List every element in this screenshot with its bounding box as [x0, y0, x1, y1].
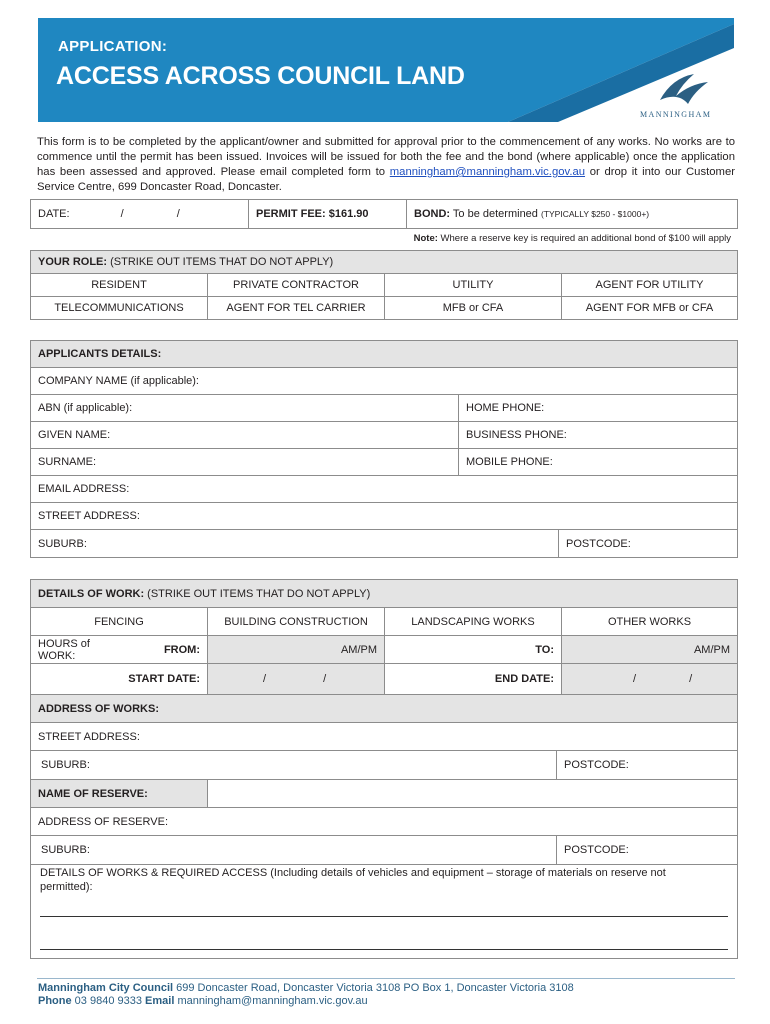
end-date-label: END DATE: — [385, 664, 562, 695]
works-postcode-field[interactable]: POSTCODE: — [564, 759, 629, 771]
bond-value: To be determined — [450, 208, 541, 220]
to-label: TO: — [485, 636, 562, 664]
home-phone-field[interactable]: HOME PHONE: — [459, 395, 738, 422]
email-field[interactable]: EMAIL ADDRESS: — [31, 476, 738, 503]
abn-field[interactable]: ABN (if applicable): — [31, 395, 459, 422]
council-email-link[interactable]: manningham@manningham.vic.gov.au — [389, 166, 586, 178]
role-option[interactable]: TELECOMMUNICATIONS — [31, 297, 208, 320]
note-text: Where a reserve key is required an additional bond of $100 will apply — [437, 233, 731, 244]
works-street-field[interactable]: STREET ADDRESS: — [31, 723, 738, 751]
hours-label: HOURS of WORK: — [31, 636, 131, 664]
note-label: Note: — [413, 233, 438, 244]
business-phone-field[interactable]: BUSINESS PHONE: — [459, 422, 738, 449]
fee-table — [30, 199, 738, 229]
work-type-option[interactable]: FENCING — [31, 608, 208, 636]
bond-cell — [407, 200, 738, 229]
mobile-phone-field[interactable]: MOBILE PHONE: — [459, 449, 738, 476]
from-time-field[interactable]: AM/PM — [208, 636, 385, 664]
footer-email-label: Email — [145, 995, 175, 1007]
reserve-address-field[interactable]: ADDRESS OF RESERVE: — [31, 808, 738, 836]
role-heading — [31, 251, 738, 274]
intro-paragraph — [37, 135, 735, 195]
details-line[interactable] — [40, 916, 728, 917]
manningham-logo-icon — [650, 70, 720, 110]
start-date-label: START DATE: — [31, 664, 208, 695]
bond-label: BOND: — [414, 208, 451, 220]
logo-wordmark: MANNINGHAM — [640, 110, 712, 119]
works-suburb-row — [31, 751, 738, 780]
end-date-field[interactable] — [562, 664, 738, 695]
manningham-logo — [640, 70, 730, 120]
applicant-table — [30, 340, 738, 558]
role-option[interactable]: AGENT FOR UTILITY — [562, 274, 738, 297]
details-border-bottom — [30, 958, 738, 959]
role-option[interactable]: AGENT FOR TEL CARRIER — [208, 297, 385, 320]
footer-rule — [37, 978, 735, 979]
bond-range: (TYPICALLY $250 - $1000+) — [540, 209, 650, 219]
details-border-right — [737, 863, 738, 958]
work-heading — [31, 580, 738, 608]
permit-fee: PERMIT FEE: $161.90 — [249, 200, 407, 229]
work-type-option[interactable]: OTHER WORKS — [562, 608, 738, 636]
from-label: FROM: — [131, 636, 208, 664]
date-slash: / — [263, 673, 267, 685]
work-type-option[interactable]: LANDSCAPING WORKS — [385, 608, 562, 636]
details-of-works-label: DETAILS OF WORKS & REQUIRED ACCESS (Including details of vehicles and equipment – storage of materials on reserve not permitted): — [40, 867, 666, 893]
intro-text-after: or drop it into our Customer Service Centre, 699 Doncaster Road, Doncaster. — [37, 166, 735, 193]
reserve-key-note — [30, 233, 731, 244]
work-heading-label: DETAILS OF WORK: — [38, 587, 145, 600]
reserve-suburb-row — [31, 836, 738, 865]
role-heading-label: YOUR ROLE: — [38, 256, 108, 268]
company-name-field[interactable]: COMPANY NAME (if applicable): — [31, 368, 738, 395]
role-option[interactable]: MFB or CFA — [385, 297, 562, 320]
role-option[interactable]: AGENT FOR MFB or CFA — [562, 297, 738, 320]
start-date-field[interactable] — [208, 664, 385, 695]
date-slash: / — [323, 673, 327, 685]
date-field[interactable] — [31, 200, 249, 229]
role-option[interactable]: UTILITY — [385, 274, 562, 297]
suburb-postcode-row — [31, 530, 738, 558]
role-option[interactable]: PRIVATE CONTRACTOR — [208, 274, 385, 297]
suburb-field[interactable]: SUBURB: — [31, 530, 559, 557]
to-time-field[interactable]: AM/PM — [562, 636, 738, 664]
date-slash: / — [120, 208, 124, 220]
applicant-heading: APPLICANTS DETAILS: — [31, 341, 738, 368]
details-border-left — [30, 863, 31, 958]
footer-phone: 03 9840 9333 — [71, 995, 146, 1007]
given-name-field[interactable]: GIVEN NAME: — [31, 422, 459, 449]
work-table — [30, 579, 738, 865]
footer — [38, 982, 574, 1008]
surname-field[interactable]: SURNAME: — [31, 449, 459, 476]
date-slash: / — [633, 673, 637, 685]
postcode-field[interactable]: POSTCODE: — [566, 537, 631, 550]
date-slash: / — [689, 673, 693, 685]
spacer — [385, 636, 485, 664]
header-banner — [38, 18, 734, 122]
date-slash: / — [176, 208, 180, 220]
street-address-field[interactable]: STREET ADDRESS: — [31, 503, 738, 530]
work-type-option[interactable]: BUILDING CONSTRUCTION — [208, 608, 385, 636]
role-heading-note: (STRIKE OUT ITEMS THAT DO NOT APPLY) — [107, 256, 334, 268]
footer-address: 699 Doncaster Road, Doncaster Victoria 3108 PO Box 1, Doncaster Victoria 3108 — [173, 982, 574, 994]
footer-email[interactable]: manningham@manningham.vic.gov.au — [174, 995, 368, 1007]
form-title: ACCESS ACROSS COUNCIL LAND — [56, 62, 465, 90]
footer-phone-label: Phone — [38, 995, 72, 1007]
date-label: DATE: — [38, 208, 70, 220]
role-table — [30, 250, 738, 320]
works-suburb-field[interactable]: SUBURB: — [31, 751, 557, 779]
intro-text: This form is to be completed by the applicant/owner and submitted for approval prior to the commencement of any works. No works are to commence until the permit has been issued. Invoices will be issued for both the fee and the bond (where applicable) once the application has been assessed and approved. Please email completed form to — [37, 136, 735, 178]
reserve-suburb-field[interactable]: SUBURB: — [31, 836, 557, 864]
details-line[interactable] — [40, 949, 728, 950]
work-heading-note: (STRIKE OUT ITEMS THAT DO NOT APPLY) — [144, 587, 371, 600]
form-title-prefix: APPLICATION: — [58, 38, 168, 55]
role-option[interactable]: RESIDENT — [31, 274, 208, 297]
reserve-name-label: NAME OF RESERVE: — [31, 780, 208, 808]
reserve-postcode-field[interactable]: POSTCODE: — [564, 844, 629, 856]
address-of-works-heading: ADDRESS OF WORKS: — [31, 695, 738, 723]
reserve-name-field[interactable] — [208, 780, 738, 808]
footer-org: Manningham City Council — [38, 982, 174, 994]
